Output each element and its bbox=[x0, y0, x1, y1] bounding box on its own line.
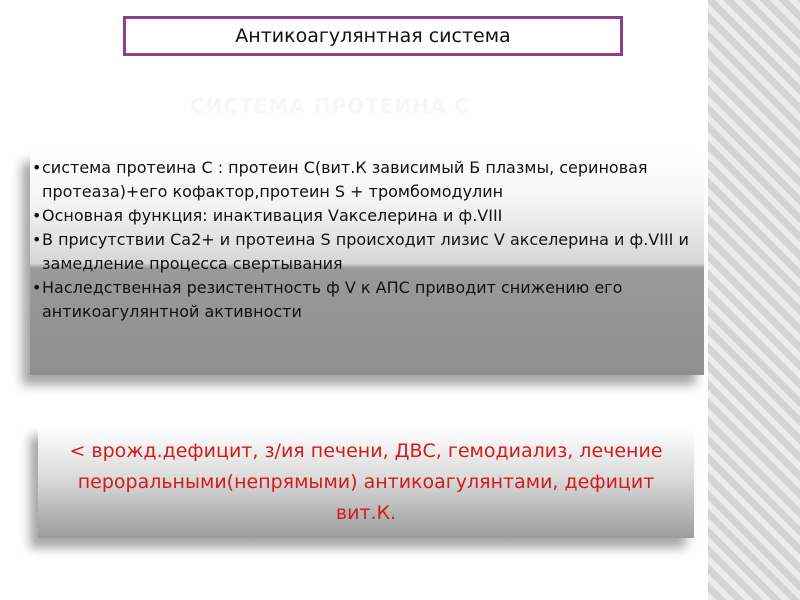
bullet-panel bbox=[30, 152, 704, 375]
bullet-list bbox=[30, 152, 704, 324]
decorative-stripe bbox=[708, 0, 800, 600]
note-text: < врожд.дефицит, з/ия печени, ДВС, гемодиализ, лечение пероральными(непрямыми) антикоагулянтами, дефицит вит.К. bbox=[69, 439, 663, 524]
note-panel bbox=[38, 426, 694, 538]
bullet-text: • В присутствии Са2+ и протеина S происходит лизис V акселерина и ф.VIII и замедление процесса свертывания bbox=[42, 230, 689, 273]
slide-subtitle: СИСТЕМА ПРОТЕИНА С bbox=[190, 94, 471, 118]
bullet-text: • Наследственная резистентность ф V к АПС приводит снижению его антикоагулянтной активности bbox=[42, 278, 623, 321]
bullet-item bbox=[32, 204, 698, 228]
bullet-item bbox=[32, 228, 698, 276]
slide-title: Антикоагулянтная система bbox=[235, 25, 511, 47]
slide-title-box bbox=[123, 16, 623, 56]
bullet-text: • система протеина С : протеин С(вит.К зависимый Б плазмы, сериновая протеаза)+его кофактор,протеин S + тромбомодулин bbox=[42, 158, 648, 201]
bullet-item bbox=[32, 276, 698, 324]
bullet-item bbox=[32, 156, 698, 204]
bullet-text: • Основная функция: инактивация Vакселерина и ф.VIII bbox=[42, 206, 503, 225]
